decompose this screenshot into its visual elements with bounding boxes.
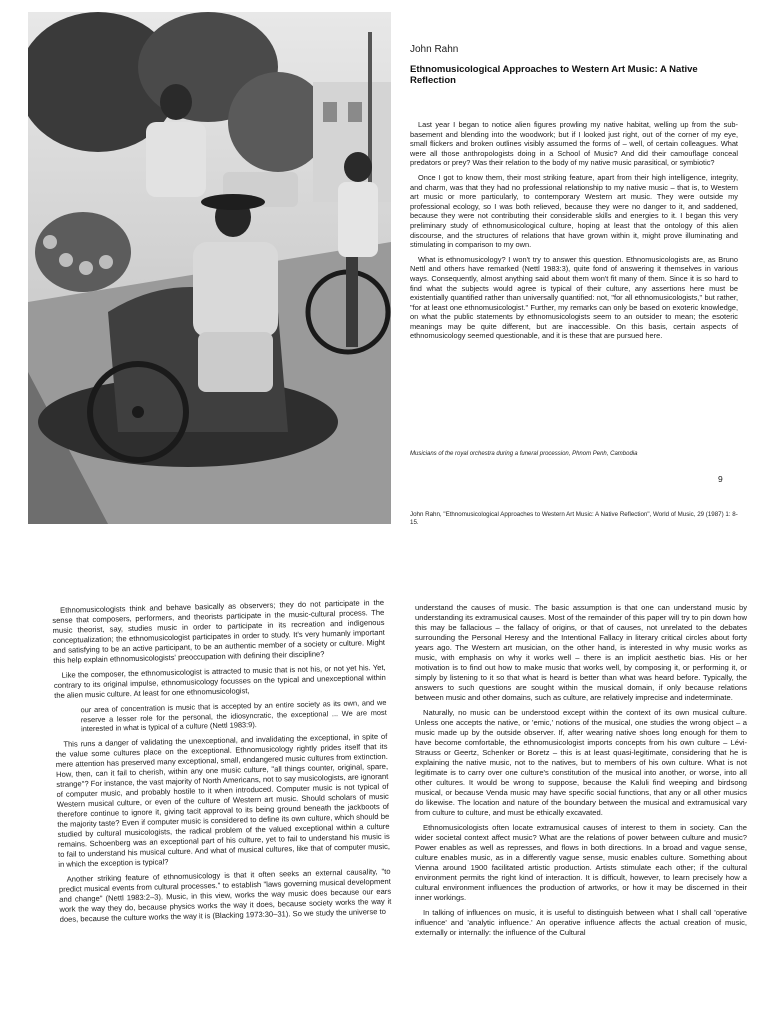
page-number: 9 <box>718 474 723 484</box>
citation: John Rahn, "Ethnomusicological Approaches to Western Art Music: A Native Reflection", World of Music, 29 (1987) 1: 8-15. <box>410 511 738 526</box>
procession-photo <box>28 12 391 524</box>
block-quote: our area of concentration is music that is accepted by an entire society as its own, and we reserve a lesser role for the personal, the idiosyncratic, the exceptional ... We are most interested in what is typical of a culture (Nettl 1983:9). <box>80 697 387 734</box>
bottom-left-column <box>52 598 392 930</box>
top-text-column <box>410 120 738 346</box>
paragraph: Last year I began to notice alien figures prowling my native habitat, welling up from the sub-basement and blending into the woodwork; but if I looked just right, out of the corner of my eye, small flickers and broken outlines visibly assumed the forms of – well, of certain colleagues. What were all those anthropologists doing in a School of Music? And did their camouflage conceal predators or prey? Was their relation to the body of my native music parasitical, or symbiotic? <box>410 120 738 168</box>
paragraph: Like the composer, the ethnomusicologist is attracted to music that is not his, or not yet his. Yet, contrary to its original impulse, ethnomusicology focusses on the typical and unexceptional within the alien music culture. At least for one ethnomusicologist, <box>53 662 386 700</box>
paragraph: Another striking feature of ethnomusicology is that it often seeks an external causality, "to predict musical events from cultural processes." to establish "laws governing musical development and change" (Nettl 1983:2–3). Music, in this view, works the way music does because our ears work the way they do, because physics works the way it does, because society works the way it does, because the culture works the way it is (Blacking 1973:30–31). So we study the universe to <box>58 866 392 924</box>
photo-caption: Musicians of the royal orchestra during a funeral procession, Phnom Penh, Cambodia <box>410 451 638 457</box>
author-name: John Rahn <box>410 44 459 55</box>
paragraph: Once I got to know them, their most striking feature, apart from their high intelligence, integrity, and charm, was that they had no professional relationship to my native music – that is, to Western art music or more particularly, to contemporary Western art music. They were outside my professional ecology, so I was both relieved, because they were no danger to it, and saddened, because they were not contributing their considerable skills and energies to it. I began this very preliminary study of ethnomusicological culture, hoping at least that the ontology of this alien discourse, and the structures of relations that have grown within it, might prove illuminating and stimulating in comparison to my own. <box>410 172 738 250</box>
bottom-right-column <box>415 603 747 943</box>
paragraph: This runs a danger of validating the unexceptional, and invalidating the exceptional, in spite of the value some cultures place on the exceptional. Ethnomusicology rightly prides itself that its mere attention has preserved many exceptional, small, endangered music cultures from extinction. How, then, can it fail to cherish, within any one music culture, "all things counter, original, spare, strange"? For instance, the vast majority of North Americans, not to say musicologists, are ignorant of computer music, and probably hostile to it when introduced. Computer music is not typical of Western musical culture, or even of the culture of Western art music. Should scholars of music therefore continue to ignore it, giving tacit approval to its being ground beneath the jackboots of the majority taste? Even if computer music is considered to define its own culture, which should be studied by cultural musicologists, the radical problem of the valued exceptional within a culture remains. Schoenberg was an exceptional part of his culture, yet to fail to understand his music is to fail to understand his musical culture. And what of musical cultures, like that of computer music, in which the exception is typical? <box>55 731 391 869</box>
paragraph: Naturally, no music can be understood except within the context of its own musical culture. Unless one accepts the native, or 'emic,' notions of the musical, one studies the wrong object – a music made up by the outside observer. If, after wearing native shoes long enough for them to have become comfortable, the ethnomusicologist imports concepts from his own culture – Lévi-Strauss or Geertz, Schenker or Boretz – this is at least quasi-legitimate, considering that he is explaining the native music, not to the natives, but to members of his own culture. What is not legitimate is to carry over one culture's constitution of the musical into another, or worse, into all other cultures. It would be wrong to suppose, because the Kaluli find weeping and birdsong musical, or because Venda music may have specific social functions, that any or all other musics do likewise. The location and nature of the boundary between the musical and extramusical vary from culture to culture, and must be ethically excavated. <box>415 708 747 817</box>
rickshaw-procession-photo-icon <box>28 12 391 524</box>
paragraph: Ethnomusicologists often locate extramusical causes of interest to them in society. Can the wider societal context affect music? What are the relations of power between culture and music? Power enables as well as represses, and flows in both directions. In a broad and vague sense, culture enables music, as in a differently vague sense, music enables culture. Something about Vienna around 1900 facilitated artistic production. Artists stimulate each other; if the cultural environment permits the right kind of interaction. It is difficult, however, to learn precisely how a cultural environment influences the production of artworks, or how it may be discerned in their inner workings. <box>415 823 747 902</box>
paragraph: Ethnomusicologists think and behave basically as observers; they do not participate in the sense that composers, performers, and theorists participate in the music-cultural process. The music theorist, say, studies music in order to participate in its recreation and indigenous conceptualization; the ethnomusicologist participates in order to study. It's very humanly important and satisfying to be an active participant, to be an authentic member of a society or culture. Might this help explain ethnomusicologists' preoccupation with defining their discipline? <box>52 597 386 665</box>
paragraph: What is ethnomusicology? I won't try to answer this question. Ethnomusicologists are, as Bruno Nettl and others have remarked (Nettl 1983:3), quite fond of answering it themselves in various ways. Consequently, almost anything said about them won't fit many of them. Since it is so hard to find what the subjects would agree is typical of their culture, any assertions here must be existentially quantified rather than universally quantified: not, "for all ethnomusicologists," but rather, "for at least one ethnomusicologist." Further, my remarks can only be based on exoteric knowledge, on what the public statements by ethnomusicologists seem to an outsider to mean; the esoteric meanings may be quite different, but are inaccessible. On this basis, certain aspects of ethnomusicology seemed questionable, and it is these that are pursued here. <box>410 254 738 341</box>
paragraph: In talking of influences on music, it is useful to distinguish between what I shall call 'operative influence' and 'analytic influence.' An operative influence affects the actual creation of music, externally or internally: the influence of the Cultural <box>415 908 747 937</box>
paragraph: understand the causes of music. The basic assumption is that one can understand music by understanding its extramusical causes. Most of the remainder of this paper will try to pin down how this may be fallacious – the fallacy of origins, or that of causes, not unrelated to the debates surrounding the Personal Heresy and the Intentional Fallacy in literary critical circles about forty years ago. The Western art musician, on the other hand, is interested in why music works as music, with emphasis on why it works well – there is an implicit aesthetic bias. His or her motivation is to find out how to make music that works well, by composing it, or performing it, or simply by listening to it so that what is heard is better than what was heard before. Typically, the answers to such questions are sought within the musical domain, if only because relations between music and other domains, such as culture, are relatively imprecise and indeterminate. <box>415 603 747 702</box>
article-title: Ethnomusicological Approaches to Western Art Music: A Native Reflection <box>410 64 698 86</box>
